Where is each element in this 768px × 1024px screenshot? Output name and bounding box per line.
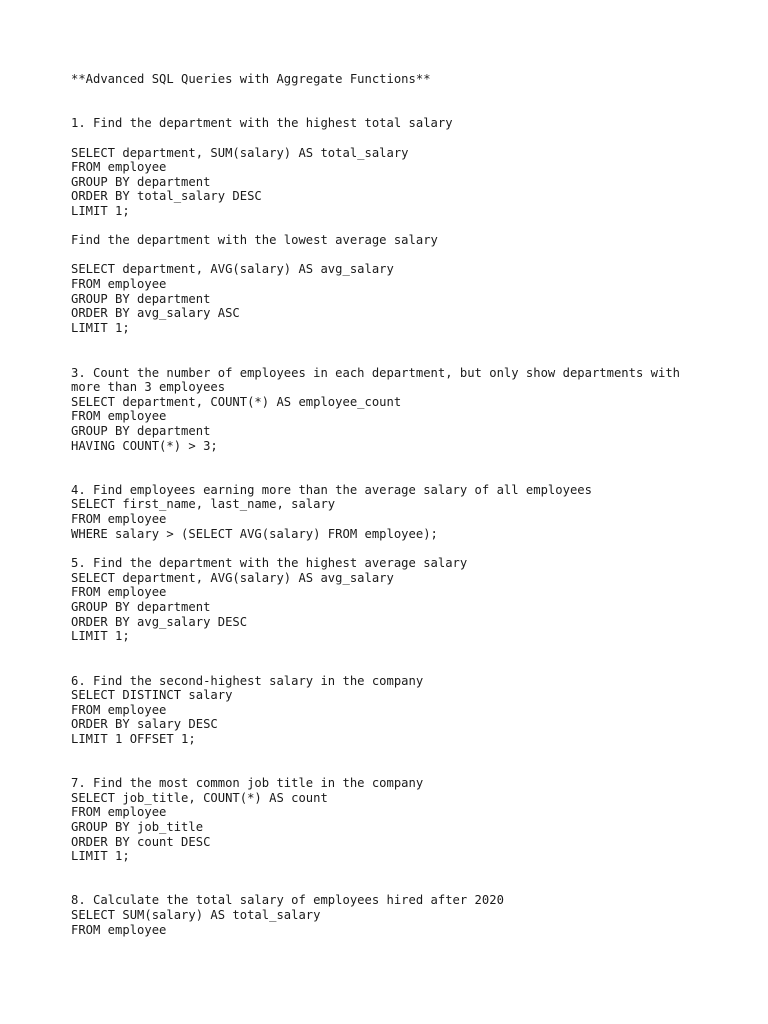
- query-heading: 4. Find employees earning more than the average salary of all employees: [71, 483, 592, 497]
- code-line: HAVING COUNT(*) > 3;: [71, 439, 218, 453]
- query-heading: 5. Find the department with the highest average salary: [71, 556, 468, 570]
- code-line: FROM employee: [71, 512, 167, 526]
- code-line: ORDER BY count DESC: [71, 835, 211, 849]
- code-line: GROUP BY department: [71, 175, 211, 189]
- code-line: LIMIT 1;: [71, 849, 130, 863]
- code-line: FROM employee: [71, 409, 167, 423]
- code-line: GROUP BY department: [71, 292, 211, 306]
- code-line: ORDER BY avg_salary DESC: [71, 615, 248, 629]
- code-line: FROM employee: [71, 277, 167, 291]
- code-line: FROM employee: [71, 585, 167, 599]
- query-heading: Find the department with the lowest average salary: [71, 233, 438, 247]
- code-line: FROM employee: [71, 160, 167, 174]
- query-heading: 7. Find the most common job title in the company: [71, 776, 424, 790]
- code-line: SELECT department, SUM(salary) AS total_salary: [71, 146, 409, 160]
- code-line: GROUP BY department: [71, 600, 211, 614]
- code-line: ORDER BY avg_salary ASC: [71, 306, 240, 320]
- query-heading: 1. Find the department with the highest total salary: [71, 116, 453, 130]
- code-line: LIMIT 1;: [71, 321, 130, 335]
- code-line: GROUP BY job_title: [71, 820, 204, 834]
- code-line: SELECT department, COUNT(*) AS employee_count: [71, 395, 402, 409]
- code-line: FROM employee: [71, 805, 167, 819]
- code-line: SELECT department, AVG(salary) AS avg_salary: [71, 571, 394, 585]
- code-line: SELECT SUM(salary) AS total_salary: [71, 908, 321, 922]
- code-line: SELECT job_title, COUNT(*) AS count: [71, 791, 328, 805]
- query-heading-continuation: more than 3 employees: [71, 380, 226, 394]
- code-line: SELECT department, AVG(salary) AS avg_salary: [71, 262, 394, 276]
- query-heading: 3. Count the number of employees in each department, but only show departments with: [71, 366, 681, 380]
- code-line: WHERE salary > (SELECT AVG(salary) FROM employee);: [71, 527, 438, 541]
- code-line: LIMIT 1 OFFSET 1;: [71, 732, 196, 746]
- document-title: **Advanced SQL Queries with Aggregate Functions**: [71, 72, 431, 86]
- code-line: FROM employee: [71, 703, 167, 717]
- code-line: LIMIT 1;: [71, 629, 130, 643]
- query-heading: 6. Find the second-highest salary in the company: [71, 674, 424, 688]
- code-line: SELECT first_name, last_name, salary: [71, 497, 336, 511]
- code-line: ORDER BY salary DESC: [71, 717, 218, 731]
- code-line: LIMIT 1;: [71, 204, 130, 218]
- query-heading: 8. Calculate the total salary of employees hired after 2020: [71, 893, 504, 907]
- code-line: SELECT DISTINCT salary: [71, 688, 233, 702]
- code-line: ORDER BY total_salary DESC: [71, 189, 262, 203]
- code-line: FROM employee: [71, 923, 167, 937]
- code-line: GROUP BY department: [71, 424, 211, 438]
